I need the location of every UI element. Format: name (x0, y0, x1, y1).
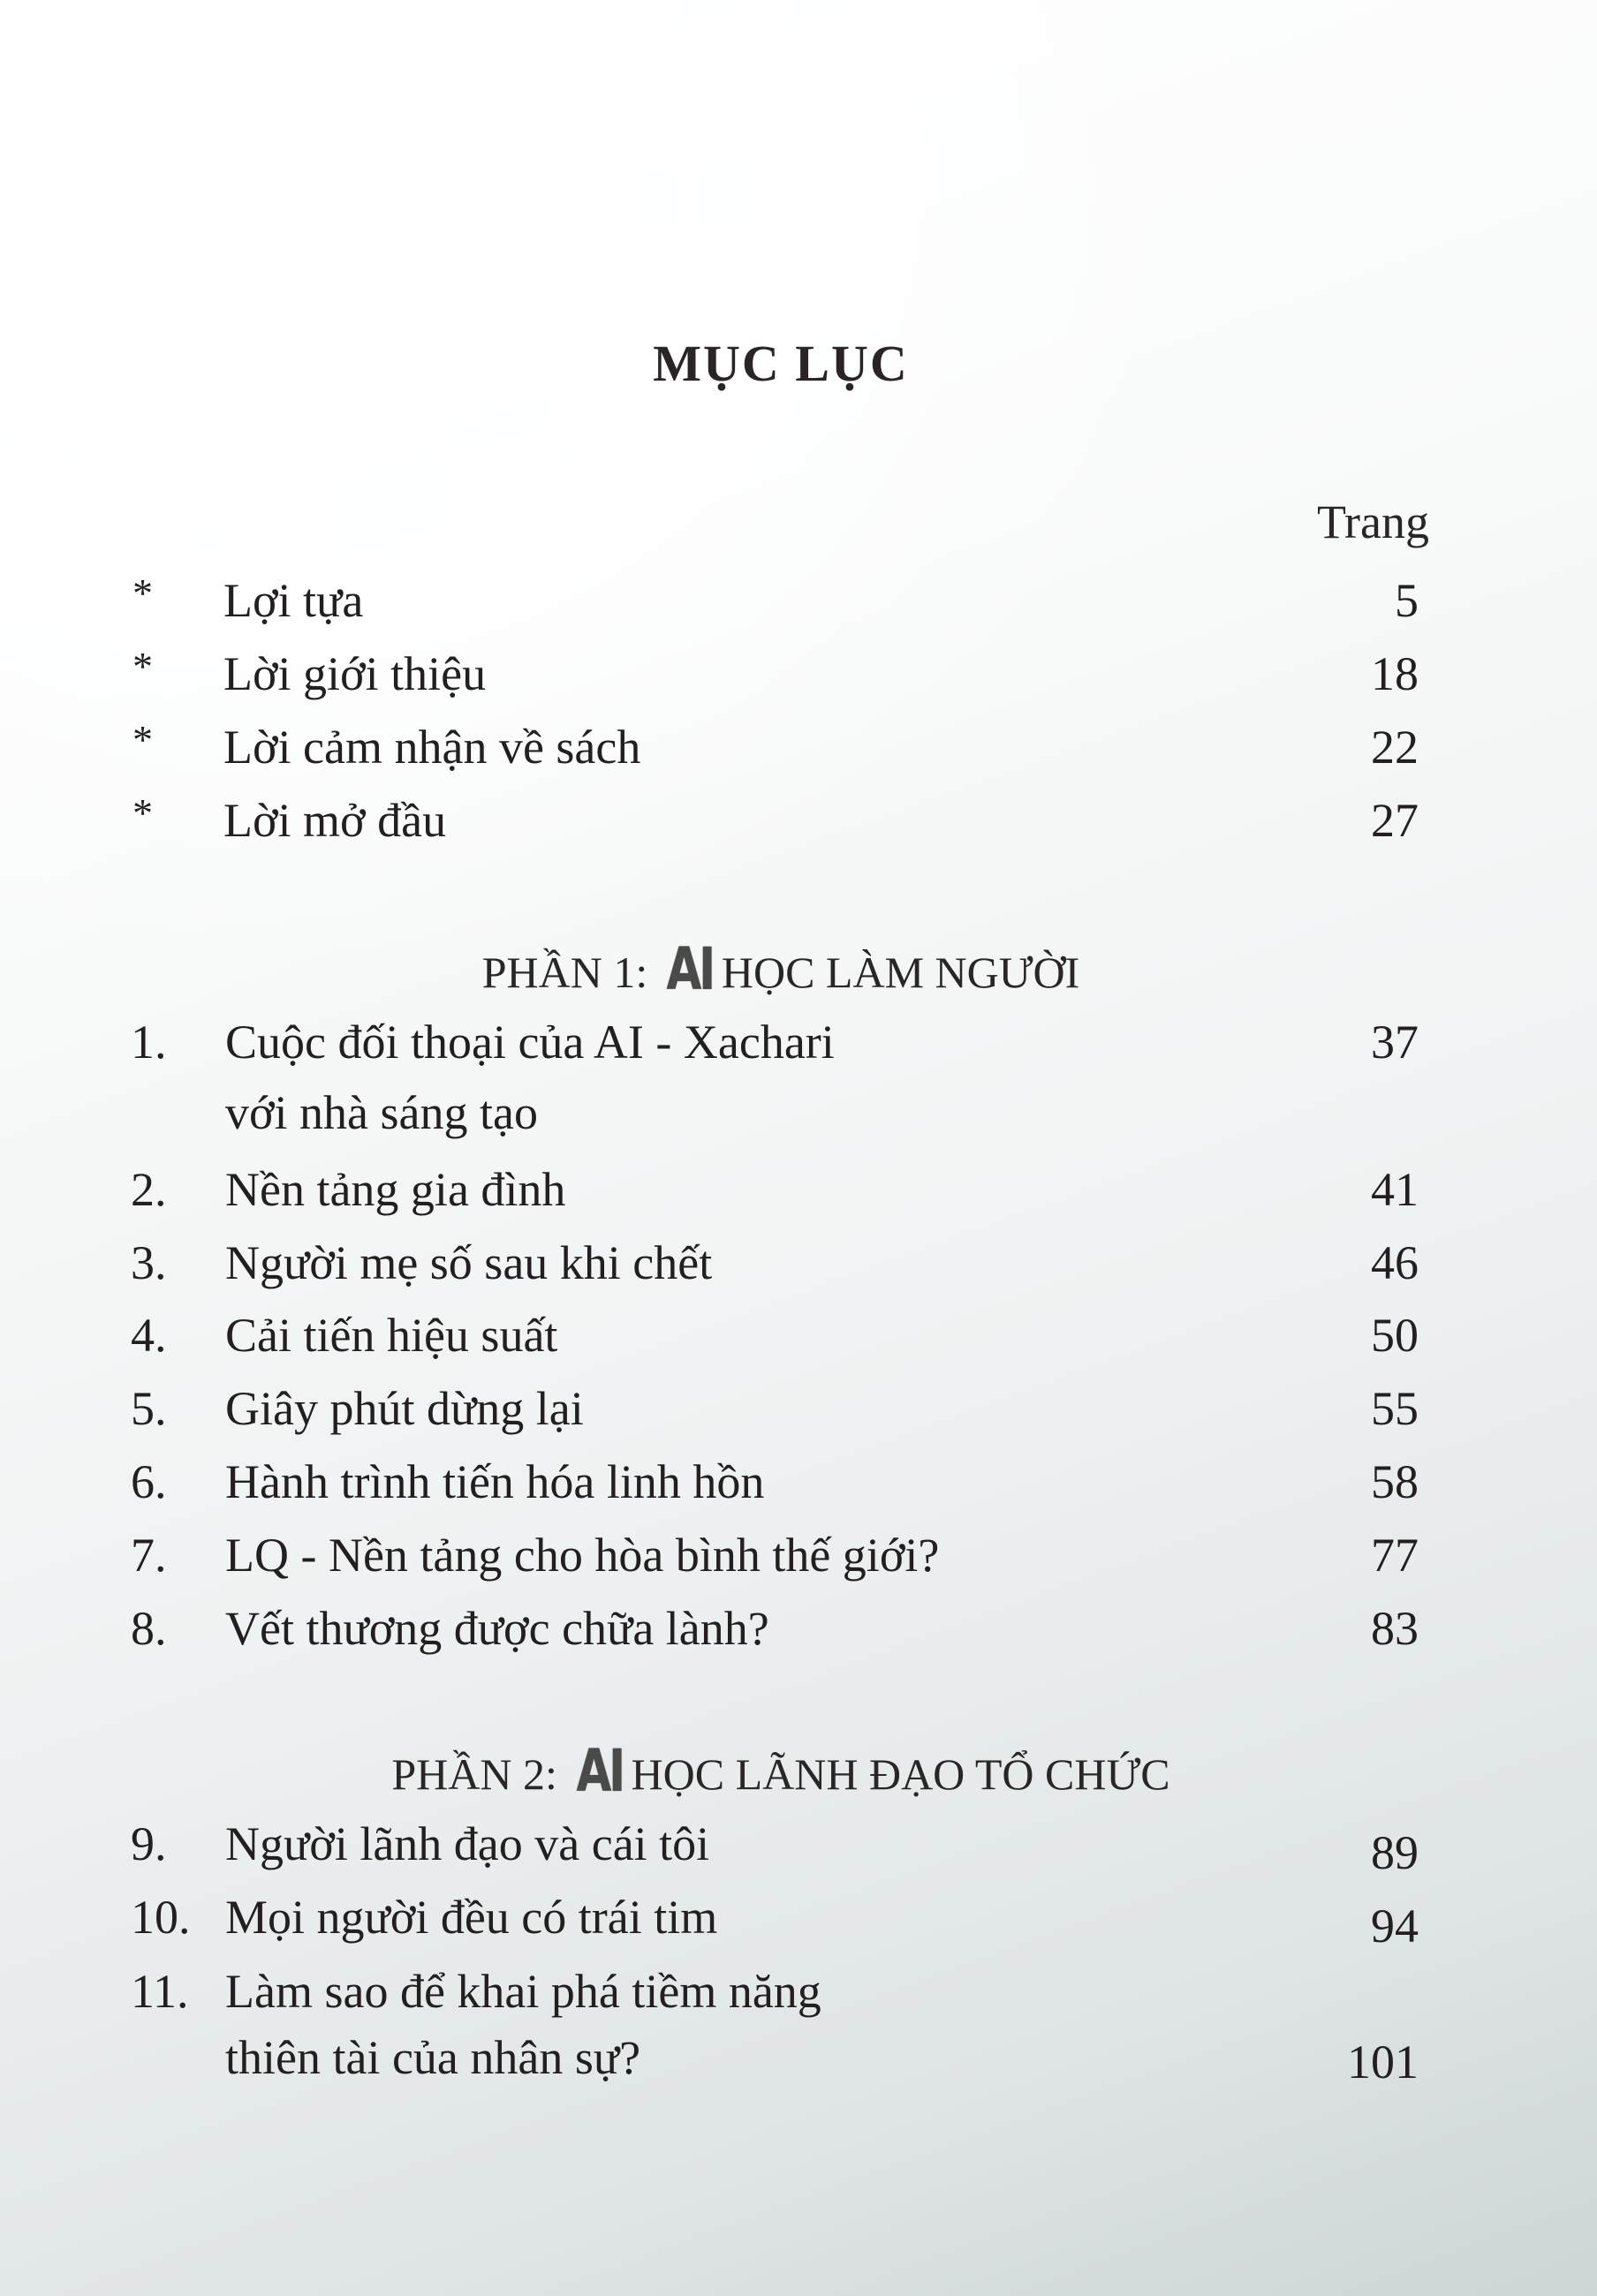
entry-page-number: 18 (1371, 647, 1419, 700)
entry-title: Lợi tựa (223, 574, 364, 627)
entry-title: Hành trình tiến hóa linh hồn (225, 1455, 765, 1508)
entry-title: Mọi người đều có trái tim (225, 1891, 718, 1944)
part-title: HỌC LÃNH ĐẠO TỔ CHỨC (631, 1749, 1170, 1799)
chapter-number: 3. (131, 1236, 167, 1289)
entry-page-number: 37 (1371, 1016, 1419, 1069)
chapter-number: 4. (131, 1309, 167, 1362)
page-column-label: Trang (1316, 495, 1429, 548)
entry-page-number: 89 (1371, 1826, 1419, 1879)
entry-page-number: 83 (1371, 1602, 1419, 1655)
chapter-number: 9. (131, 1817, 167, 1870)
entry-page-number: 22 (1371, 721, 1419, 774)
toc-entry-chapter[interactable] (0, 1373, 1597, 1444)
part-prefix: PHẦN 2: (391, 1749, 557, 1799)
entry-title: LQ - Nền tảng cho hòa bình thế giới? (225, 1529, 940, 1582)
asterisk-bullet-icon: * (132, 570, 153, 616)
part-prefix: PHẦN 1: (481, 948, 648, 997)
toc-entry-chapter[interactable] (0, 1809, 1597, 1879)
entry-page-number: 77 (1371, 1529, 1419, 1582)
toc-entry-chapter[interactable] (0, 1882, 1597, 1952)
chapter-number: 7. (131, 1529, 167, 1582)
toc-entry-chapter[interactable] (0, 1593, 1597, 1664)
entry-title: Người lãnh đạo và cái tôi (225, 1817, 710, 1870)
toc-entry-chapter[interactable] (0, 1007, 1597, 1077)
entry-title-continuation: thiên tài của nhân sự? (225, 2031, 641, 2084)
entry-page-number: 5 (1395, 574, 1419, 627)
entry-title-continuation: với nhà sáng tạo (225, 1086, 538, 1139)
ai-logo-mark: AI (666, 935, 714, 1003)
toc-entry-chapter[interactable] (0, 1520, 1597, 1590)
asterisk-bullet-icon: * (132, 790, 153, 835)
part-title: HỌC LÀM NGƯỜI (721, 948, 1080, 997)
entry-title: Cuộc đối thoại của AI - Xachari (225, 1016, 835, 1069)
toc-entry-front-matter[interactable] (0, 638, 1597, 709)
entry-page-number: 41 (1371, 1163, 1419, 1216)
part-2-heading (0, 1736, 1562, 1807)
entry-title: Vết thương được chữa lành? (225, 1602, 769, 1655)
chapter-number: 6. (131, 1455, 167, 1508)
entry-title: Cải tiến hiệu suất (225, 1309, 558, 1362)
entry-page-number: 58 (1371, 1455, 1419, 1508)
entry-page-number: 94 (1371, 1899, 1419, 1952)
entry-page-number: 50 (1371, 1309, 1419, 1362)
toc-entry-chapter[interactable] (0, 1446, 1597, 1517)
entry-title: Làm sao để khai phá tiềm năng (225, 1965, 821, 2018)
toc-entry-front-matter[interactable] (0, 785, 1597, 856)
entry-page-number: 46 (1371, 1236, 1419, 1289)
toc-entry-front-matter[interactable] (0, 712, 1597, 782)
entry-page-number: 101 (1347, 2035, 1419, 2088)
asterisk-bullet-icon: * (132, 644, 153, 689)
asterisk-bullet-icon: * (132, 717, 153, 762)
entry-title: Lời giới thiệu (223, 647, 487, 700)
toc-entry-chapter[interactable] (0, 1154, 1597, 1225)
ai-logo-mark: AI (576, 1737, 624, 1805)
entry-page-number: 55 (1371, 1382, 1419, 1435)
entry-title: Giây phút dừng lại (225, 1382, 584, 1435)
chapter-number: 5. (131, 1382, 167, 1435)
entry-title: Lời mở đầu (223, 794, 447, 847)
chapter-number: 2. (131, 1163, 167, 1216)
toc-entry-front-matter[interactable] (0, 565, 1597, 636)
part-1-heading (0, 934, 1562, 1005)
page-title: MỤC LỤC (653, 335, 909, 392)
toc-entry-chapter[interactable] (0, 1227, 1597, 1298)
entry-page-number: 27 (1371, 794, 1419, 847)
chapter-number: 11. (131, 1965, 189, 2018)
chapter-number: 1. (131, 1016, 167, 1069)
entry-title: Lời cảm nhận về sách (223, 721, 641, 774)
chapter-number: 10. (131, 1891, 191, 1944)
entry-title: Người mẹ số sau khi chết (225, 1236, 713, 1289)
toc-entry-chapter[interactable] (0, 1300, 1597, 1371)
chapter-number: 8. (131, 1602, 167, 1655)
entry-title: Nền tảng gia đình (225, 1163, 566, 1216)
